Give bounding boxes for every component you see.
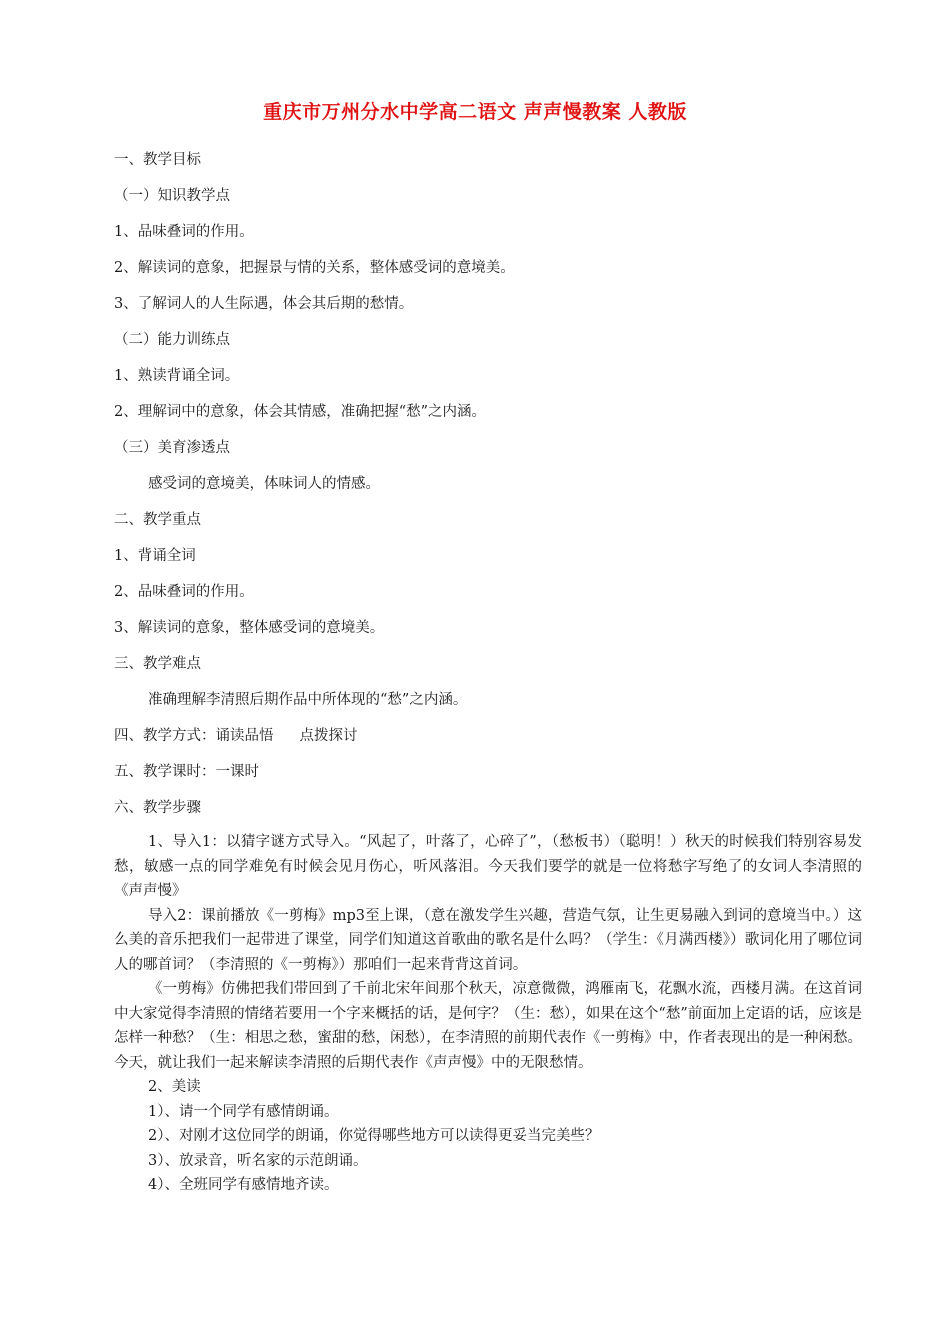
list-item: 1、背诵全词 (114, 548, 196, 564)
section-heading-teaching-method (114, 726, 862, 746)
section-heading: 五、教学课时：一课时 (114, 764, 259, 780)
list-item: 1、熟读背诵全词。 (114, 368, 240, 384)
teaching-method-label: 四、教学方式：诵读品悟 (114, 728, 274, 744)
list-item: 2、品味叠词的作用。 (114, 584, 254, 600)
subsection-heading: （一）知识教学点 (114, 188, 230, 204)
paragraph-intro-2: 导入2：课前播放《一剪梅》mp3至上课，（意在激发学生兴趣，营造气氛，让生更易融入到词的意境当中。）这么美的音乐把我们一起带进了课堂，同学们知道这首歌曲的歌名是什么吗？（学生：《月满西楼》）歌词化用了哪位词人的哪首词？（李清照的《一剪梅》）那咱们一起来背背这首词。 (114, 907, 862, 973)
section-heading: 一、教学目标 (114, 152, 201, 168)
document-body (114, 150, 862, 1198)
list-item: 1、品味叠词的作用。 (114, 224, 254, 240)
paragraph-text: 感受词的意境美，体味词人的情感。 (148, 476, 380, 492)
paragraph-intro-3: 《一剪梅》仿佛把我们带回到了千前北宋年间那个秋天，凉意微微，鸿雁南飞，花飘水流，西楼月满。在这首词中大家觉得李清照的情绪若要用一个字来概括的话，是何字？（生：愁），如果在这个“愁”前面加上定语的话，应该是怎样一种愁？（生：相思之愁，蜜甜的愁，闲愁），在李清照的前期代表作《一剪梅》中，作者表现出的是一种闲愁。今天，就让我们一起来解读李清照的后期代表作《声声慢》中的无限愁情。 (114, 981, 862, 1071)
step-heading: 2、美读 (148, 1079, 201, 1095)
section-heading: 三、教学难点 (114, 656, 201, 672)
list-item: 2、理解词中的意象，体会其情感，准确把握“愁”之内涵。 (114, 404, 487, 420)
paragraph-text: 准确理解李清照后期作品中所体现的“愁”之内涵。 (148, 692, 468, 708)
document-title: 重庆市万州分水中学高二语文 声声慢教案 人教版 (263, 101, 687, 123)
paragraph-intro-1: 1、导入1：以猜字谜方式导入。“风起了，叶落了，心碎了”，（愁板书）（聪明！）秋天的时候我们特别容易发愁，敏感一点的同学难免有时候会见月伤心，听风落泪。今天我们要学的就是一位将愁字写绝了的女词人李清照的《声声慢》 (114, 834, 862, 899)
list-item: 3、了解词人的人生际遇，体会其后期的愁情。 (114, 296, 414, 312)
step-item: 3）、放录音，听名家的示范朗诵。 (148, 1152, 368, 1169)
step-item: 2）、对刚才这位同学的朗诵，你觉得哪些地方可以读得更妥当完美些？ (148, 1128, 600, 1144)
subsection-heading: （三）美育渗透点 (114, 440, 230, 456)
teaching-method-extra: 点拨探讨 (299, 728, 358, 744)
section-heading: 二、教学重点 (114, 512, 201, 528)
section-heading: 六、教学步骤 (114, 800, 201, 816)
list-item: 3、解读词的意象，整体感受词的意境美。 (114, 620, 385, 636)
subsection-heading: （二）能力训练点 (114, 332, 230, 348)
step-item: 1）、请一个同学有感情朗诵。 (148, 1103, 339, 1120)
step-item: 4）、全班同学有感情地齐读。 (148, 1177, 339, 1193)
list-item: 2、解读词的意象，把握景与情的关系，整体感受词的意境美。 (114, 260, 515, 276)
